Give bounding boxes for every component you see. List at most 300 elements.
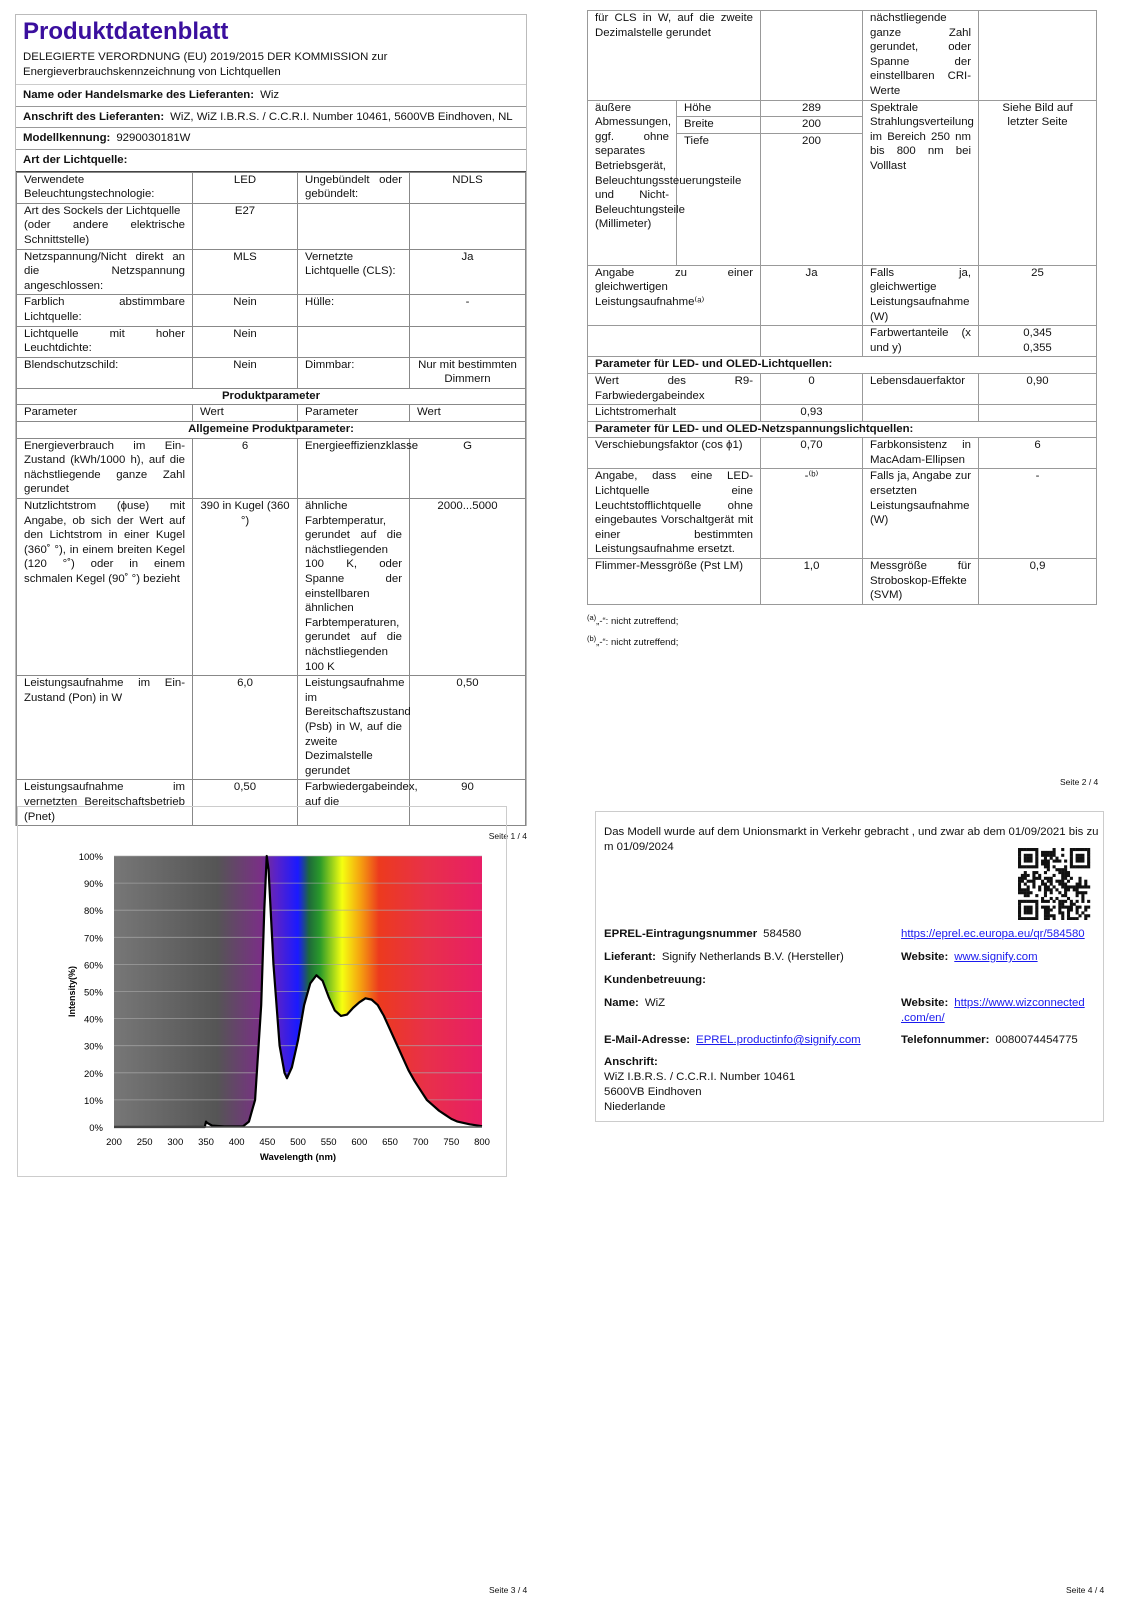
- qr-module: [1053, 900, 1056, 903]
- table-cell: 390 in Kugel (360 °): [193, 499, 298, 676]
- qr-module: [1024, 854, 1027, 857]
- table-cell: 0,345 0,355: [979, 326, 1097, 357]
- table-cell: Siehe Bild auf letzter Seite: [979, 100, 1097, 265]
- footnote-mark: (a): [587, 612, 597, 622]
- qr-module: [1053, 851, 1056, 854]
- table-row: [588, 100, 1097, 117]
- qr-module: [1024, 865, 1027, 868]
- qr-module: [1081, 900, 1084, 903]
- qr-module: [1081, 857, 1084, 860]
- page-2-wrapper: [587, 10, 1097, 651]
- qr-module: [1087, 914, 1090, 917]
- qr-module: [1035, 862, 1038, 865]
- spectral-distribution-chart: [18, 807, 508, 1178]
- website-label: Website:: [901, 997, 949, 1009]
- qr-module: [1053, 854, 1056, 857]
- qr-module: [1047, 860, 1050, 863]
- qr-module: [1018, 885, 1021, 888]
- qr-module: [1018, 883, 1021, 886]
- qr-module: [1061, 917, 1064, 920]
- qr-module: [1076, 848, 1079, 851]
- qr-module: [1018, 848, 1021, 851]
- email-label: E-Mail-Adresse:: [604, 1034, 691, 1046]
- eprel-label: EPREL-Eintragungsnummer: [604, 928, 758, 940]
- qr-module: [1018, 911, 1021, 914]
- table-cell: Nein: [193, 326, 298, 357]
- qr-module: [1044, 860, 1047, 863]
- qr-module: [1078, 877, 1081, 880]
- qr-module: [1035, 894, 1038, 897]
- y-tick-label: 50%: [83, 987, 103, 999]
- qr-module: [1024, 917, 1027, 920]
- qr-module: [1035, 914, 1038, 917]
- qr-module: [1078, 885, 1081, 888]
- table-cell: Energieeffizienzklasse: [298, 438, 410, 498]
- qr-module: [1053, 885, 1056, 888]
- qr-module: [1035, 851, 1038, 854]
- table-row: [588, 326, 1097, 357]
- qr-module: [1018, 891, 1021, 894]
- table-cell: G: [410, 438, 526, 498]
- qr-module: [1027, 854, 1030, 857]
- address-line: WiZ I.B.R.S. / C.C.R.I. Number 10461: [604, 1071, 796, 1083]
- footnote-a: [587, 609, 1097, 630]
- qr-module: [1024, 891, 1027, 894]
- qr-module: [1030, 908, 1033, 911]
- y-tick-label: 0%: [89, 1123, 103, 1134]
- qr-module: [1076, 865, 1079, 868]
- y-tick-label: 10%: [83, 1095, 103, 1107]
- qr-module: [1061, 880, 1064, 883]
- qr-module: [1044, 885, 1047, 888]
- qr-module: [1030, 854, 1033, 857]
- qr-module: [1050, 891, 1053, 894]
- table-cell: Ja: [761, 265, 863, 325]
- table-cell: Vernetzte Lichtquelle (CLS):: [298, 249, 410, 295]
- product-parameters-table: [16, 172, 526, 827]
- qr-module: [1018, 906, 1021, 909]
- qr-module: [1064, 900, 1067, 903]
- qr-module: [1041, 897, 1044, 900]
- qr-module: [1021, 874, 1024, 877]
- qr-module: [1024, 860, 1027, 863]
- phone-row: [901, 1033, 1078, 1048]
- table-cell: Falls ja, Angabe zur ersetzten Leistungsaufnahme (W): [863, 469, 979, 559]
- table-cell: Hülle:: [298, 295, 410, 326]
- qr-module: [1018, 908, 1021, 911]
- qr-module: [1073, 848, 1076, 851]
- qr-module: [1035, 908, 1038, 911]
- qr-module: [1021, 917, 1024, 920]
- qr-module: [1041, 880, 1044, 883]
- qr-module: [1047, 865, 1050, 868]
- qr-module: [1030, 880, 1033, 883]
- qr-module: [1018, 914, 1021, 917]
- footnote-mark: (b): [587, 633, 597, 643]
- section-header: Parameter für LED- und OLED-Lichtquellen:: [588, 357, 1097, 374]
- table-cell: Parameter: [17, 405, 193, 422]
- table-cell: 6,0: [193, 676, 298, 780]
- qr-module: [1035, 865, 1038, 868]
- qr-module: [1061, 871, 1064, 874]
- qr-module: [1084, 917, 1087, 920]
- supplier-value: Signify Netherlands B.V. (Hersteller): [661, 951, 844, 963]
- table-row: [17, 422, 526, 439]
- page-number: Seite 4 / 4: [1066, 1585, 1105, 1595]
- qr-module: [1078, 865, 1081, 868]
- page-number: Seite 3 / 4: [489, 1585, 528, 1595]
- qr-module: [1047, 880, 1050, 883]
- table-cell: Verschiebungsfaktor (cos ϕ1): [588, 438, 761, 469]
- qr-module: [1038, 888, 1041, 891]
- qr-module: [1070, 865, 1073, 868]
- qr-module: [1067, 880, 1070, 883]
- qr-module: [1024, 908, 1027, 911]
- qr-module: [1044, 891, 1047, 894]
- qr-module: [1027, 888, 1030, 891]
- table-row: [17, 295, 526, 326]
- table-cell: 0,50: [193, 780, 298, 826]
- qr-module: [1030, 917, 1033, 920]
- qr-module: [1061, 868, 1064, 871]
- x-tick-label: 500: [290, 1137, 306, 1148]
- table-cell: Parameter: [298, 405, 410, 422]
- qr-module: [1058, 903, 1061, 906]
- qr-module: [1041, 862, 1044, 865]
- qr-module: [1084, 908, 1087, 911]
- model-label: Modellkennung:: [23, 132, 111, 145]
- qr-module: [1035, 857, 1038, 860]
- table-cell: [410, 326, 526, 357]
- qr-module: [1084, 885, 1087, 888]
- qr-module: [1064, 891, 1067, 894]
- qr-module: [1027, 848, 1030, 851]
- table-cell: Nein: [193, 295, 298, 326]
- cs-website-link-continued[interactable]: .com/en/: [901, 1012, 945, 1024]
- qr-module: [1021, 848, 1024, 851]
- qr-module: [1067, 917, 1070, 920]
- table-row: [17, 172, 526, 203]
- qr-module: [1024, 874, 1027, 877]
- qr-module: [1044, 911, 1047, 914]
- table-cell: für CLS in W, auf die zweite Dezimalstelle gerundet: [588, 11, 761, 101]
- qr-module: [1030, 848, 1033, 851]
- qr-module: [1041, 883, 1044, 886]
- qr-module: [1055, 880, 1058, 883]
- x-tick-label: 550: [320, 1137, 337, 1148]
- qr-module: [1018, 851, 1021, 854]
- supplier-name-label: Name oder Handelsmarke des Lieferanten:: [23, 89, 255, 102]
- qr-module: [1078, 857, 1081, 860]
- table-cell: [298, 326, 410, 357]
- qr-module: [1032, 883, 1035, 886]
- subtitle-line: DELEGIERTE VERORDNUNG (EU) 2019/2015 DER KOMMISSION zur: [23, 51, 388, 63]
- qr-module: [1018, 865, 1021, 868]
- qr-module: [1076, 854, 1079, 857]
- table-cell: Nein: [193, 357, 298, 388]
- qr-module: [1070, 851, 1073, 854]
- eprel-link[interactable]: https://eprel.ec.europa.eu/qr/584580: [901, 928, 1085, 940]
- qr-module: [1087, 848, 1090, 851]
- address-line: 5600VB Eindhoven: [604, 1086, 702, 1098]
- qr-module: [1076, 860, 1079, 863]
- qr-module: [1084, 891, 1087, 894]
- name-label: Name:: [604, 997, 639, 1009]
- qr-module: [1050, 888, 1053, 891]
- page-number: Seite 2 / 4: [1060, 777, 1099, 787]
- qr-module: [1047, 877, 1050, 880]
- qr-module: [1035, 871, 1038, 874]
- qr-module: [1044, 871, 1047, 874]
- qr-module: [1050, 908, 1053, 911]
- x-tick-label: 700: [412, 1137, 429, 1148]
- table-cell: 200: [761, 133, 863, 265]
- qr-module: [1044, 906, 1047, 909]
- cs-website-link[interactable]: https://www.wizconnected: [954, 997, 1085, 1009]
- qr-module: [1070, 903, 1073, 906]
- qr-module: [1067, 908, 1070, 911]
- table-cell: [410, 203, 526, 249]
- qr-module: [1024, 911, 1027, 914]
- qr-module: [1058, 906, 1061, 909]
- table-cell: äußere Abmessungen, ggf. ohne separates Betriebsgerät, Beleuchtungssteuerungsteile und Nicht-Beleuchtungsteile (Millimeter): [588, 100, 677, 265]
- qr-module: [1044, 854, 1047, 857]
- qr-module: [1058, 868, 1061, 871]
- qr-module: [1047, 851, 1050, 854]
- supplier-row: [604, 950, 844, 965]
- table-cell: Dimmbar:: [298, 357, 410, 388]
- qr-module: [1087, 900, 1090, 903]
- qr-module: [1070, 917, 1073, 920]
- qr-module: [1084, 865, 1087, 868]
- qr-module: [1076, 906, 1079, 909]
- x-tick-label: 750: [443, 1137, 460, 1148]
- qr-module: [1041, 860, 1044, 863]
- qr-module: [1064, 868, 1067, 871]
- table-cell: [979, 405, 1097, 422]
- qr-module: [1032, 880, 1035, 883]
- footnote-b: [587, 630, 1097, 651]
- qr-module: [1078, 880, 1081, 883]
- qr-module: [1053, 874, 1056, 877]
- qr-module: [1027, 911, 1030, 914]
- subtitle-line: Energieverbrauchskennzeichnung von Lichtquellen: [23, 65, 281, 78]
- table-cell: Art des Sockels der Lichtquelle (oder andere elektrische Schnittstelle): [17, 203, 193, 249]
- qr-module: [1035, 903, 1038, 906]
- qr-module: [1055, 860, 1058, 863]
- table-cell: Farblich abstimmbare Lichtquelle:: [17, 295, 193, 326]
- qr-module: [1032, 874, 1035, 877]
- x-tick-label: 200: [106, 1137, 122, 1148]
- supplier-website-row: [901, 950, 1038, 965]
- qr-module: [1078, 848, 1081, 851]
- name-value: WiZ: [644, 997, 666, 1009]
- qr-module: [1064, 906, 1067, 909]
- section-header: Allgemeine Produktparameter:: [17, 422, 526, 439]
- qr-module: [1032, 885, 1035, 888]
- qr-module: [1047, 885, 1050, 888]
- qr-module: [1027, 891, 1030, 894]
- supplier-label: Lieferant:: [604, 951, 656, 963]
- table-cell: Wert: [193, 405, 298, 422]
- qr-module: [1084, 906, 1087, 909]
- qr-module: [1035, 911, 1038, 914]
- table-cell: Leistungsaufnahme im Bereitschaftszustand (Psb) in W, auf die zweite Dezimalstelle gerundet: [298, 676, 410, 780]
- table-cell: Breite: [677, 117, 761, 134]
- qr-module: [1044, 908, 1047, 911]
- qr-module: [1018, 877, 1021, 880]
- qr-module: [1087, 906, 1090, 909]
- table-cell: 0: [761, 373, 863, 404]
- y-axis-label: Intensity(%): [67, 965, 77, 1018]
- qr-module: [1047, 911, 1050, 914]
- qr-module: [1081, 885, 1084, 888]
- table-row: [17, 438, 526, 498]
- qr-module: [1058, 871, 1061, 874]
- qr-module: [1076, 894, 1079, 897]
- qr-module: [1076, 883, 1079, 886]
- qr-module: [1047, 908, 1050, 911]
- qr-module: [1081, 897, 1084, 900]
- qr-module: [1047, 868, 1050, 871]
- qr-module: [1053, 865, 1056, 868]
- qr-module: [1041, 854, 1044, 857]
- qr-module: [1067, 897, 1070, 900]
- qr-module: [1035, 877, 1038, 880]
- qr-module: [1064, 860, 1067, 863]
- footnote-text: „-“: nicht zutreffend;: [596, 637, 679, 649]
- qr-module: [1087, 865, 1090, 868]
- table-cell: 200: [761, 117, 863, 134]
- qr-module: [1024, 906, 1027, 909]
- section-header: Parameter für LED- und OLED-Netzspannungslichtquellen:: [588, 421, 1097, 438]
- qr-module: [1044, 888, 1047, 891]
- qr-module: [1067, 874, 1070, 877]
- qr-module: [1035, 900, 1038, 903]
- model-value: 9290030181W: [116, 132, 191, 145]
- table-cell: 1,0: [761, 559, 863, 605]
- table-cell: Verwendete Beleuchtungstechnologie:: [17, 172, 193, 203]
- table-row: [588, 405, 1097, 422]
- qr-module: [1030, 865, 1033, 868]
- qr-module: [1070, 900, 1073, 903]
- qr-module: [1058, 860, 1061, 863]
- table-row: [588, 265, 1097, 325]
- table-cell: 6: [193, 438, 298, 498]
- table-cell: Farbkonsistenz in MacAdam-Ellipsen: [863, 438, 979, 469]
- qr-module: [1078, 883, 1081, 886]
- qr-module: [1030, 860, 1033, 863]
- section-header: Produktparameter: [17, 388, 526, 405]
- customer-service-label: Kundenbetreuung:: [604, 974, 706, 986]
- qr-module: [1038, 877, 1041, 880]
- qr-module: [1070, 885, 1073, 888]
- qr-module: [1018, 880, 1021, 883]
- table-cell: Angabe, dass eine LED-Lichtquelle eine Leuchtstofflichtquelle ohne eingebautes Vorschaltgerät mit einer bestimmten Leistungsaufnahme ersetzt.: [588, 469, 761, 559]
- qr-module: [1061, 885, 1064, 888]
- y-tick-label: 60%: [83, 960, 103, 972]
- supplier-website-link[interactable]: www.signify.com: [954, 951, 1038, 963]
- page-2: [587, 10, 1097, 605]
- qr-module: [1038, 885, 1041, 888]
- qr-module: [1050, 914, 1053, 917]
- qr-module: [1044, 883, 1047, 886]
- table-cell: ähnliche Farbtemperatur, gerundet auf die nächstliegenden 100 K, oder Spanne der einstellbaren ähnlichen Farbtemperaturen, gerundet auf die nächstliegenden 100 K: [298, 499, 410, 676]
- qr-module: [1035, 854, 1038, 857]
- qr-code[interactable]: [1018, 848, 1092, 920]
- qr-module: [1018, 888, 1021, 891]
- qr-module: [1076, 908, 1079, 911]
- regulation-subtitle: [16, 50, 526, 85]
- qr-module: [1064, 865, 1067, 868]
- qr-module: [1064, 883, 1067, 886]
- qr-module: [1044, 851, 1047, 854]
- qr-module: [1078, 854, 1081, 857]
- light-type-label: Art der Lichtquelle:: [23, 153, 128, 166]
- table-cell: -⁽ᵇ⁾: [761, 469, 863, 559]
- qr-module: [1038, 874, 1041, 877]
- qr-module: [1021, 900, 1024, 903]
- qr-module: [1067, 914, 1070, 917]
- qr-module: [1061, 877, 1064, 880]
- qr-module: [1081, 860, 1084, 863]
- table-cell: Netzspannung/Nicht direkt an die Netzspannung angeschlossen:: [17, 249, 193, 295]
- table-cell: [298, 203, 410, 249]
- website-label: Website:: [901, 951, 949, 963]
- qr-module: [1027, 885, 1030, 888]
- email-link[interactable]: EPREL.productinfo@signify.com: [696, 1034, 861, 1046]
- table-row: [588, 11, 1097, 101]
- supplier-address-value: WiZ, WiZ I.B.R.S. / C.C.R.I. Number 10461, 5600VB Eindhoven, NL: [170, 110, 513, 123]
- table-cell: -: [410, 295, 526, 326]
- page-1-wrapper: [15, 14, 527, 842]
- table-cell: Energieverbrauch im Ein-Zustand (kWh/1000 h), auf die nächstliegende ganze Zahl gerundet: [17, 438, 193, 498]
- table-row: [17, 203, 526, 249]
- footnote-text: „-“: nicht zutreffend;: [596, 615, 679, 627]
- qr-module: [1061, 854, 1064, 857]
- qr-module: [1021, 888, 1024, 891]
- qr-module: [1061, 848, 1064, 851]
- qr-module: [1050, 851, 1053, 854]
- x-tick-label: 400: [228, 1137, 245, 1148]
- qr-module: [1053, 860, 1056, 863]
- email-row: [604, 1033, 861, 1048]
- table-cell: 0,50: [410, 676, 526, 780]
- table-cell: Falls ja, gleichwertige Leistungsaufnahme (W): [863, 265, 979, 325]
- qr-module: [1073, 917, 1076, 920]
- qr-module: [1030, 906, 1033, 909]
- qr-module: [1047, 914, 1050, 917]
- table-cell: MLS: [193, 249, 298, 295]
- qr-module: [1084, 883, 1087, 886]
- table-row: [17, 326, 526, 357]
- qr-module: [1067, 885, 1070, 888]
- table-cell: 90: [410, 780, 526, 826]
- page-4: [595, 811, 1104, 1122]
- page-1: [15, 14, 527, 826]
- qr-module: [1027, 908, 1030, 911]
- qr-module: [1047, 862, 1050, 865]
- qr-module: [1044, 862, 1047, 865]
- qr-module: [1084, 914, 1087, 917]
- qr-module: [1078, 906, 1081, 909]
- qr-module: [1058, 883, 1061, 886]
- qr-module: [1032, 848, 1035, 851]
- qr-module: [1024, 883, 1027, 886]
- table-cell: Spektrale Strahlungsverteilung im Bereich 250 nm bis 800 nm bei Volllast: [863, 100, 979, 265]
- qr-module: [1064, 894, 1067, 897]
- qr-module: [1027, 865, 1030, 868]
